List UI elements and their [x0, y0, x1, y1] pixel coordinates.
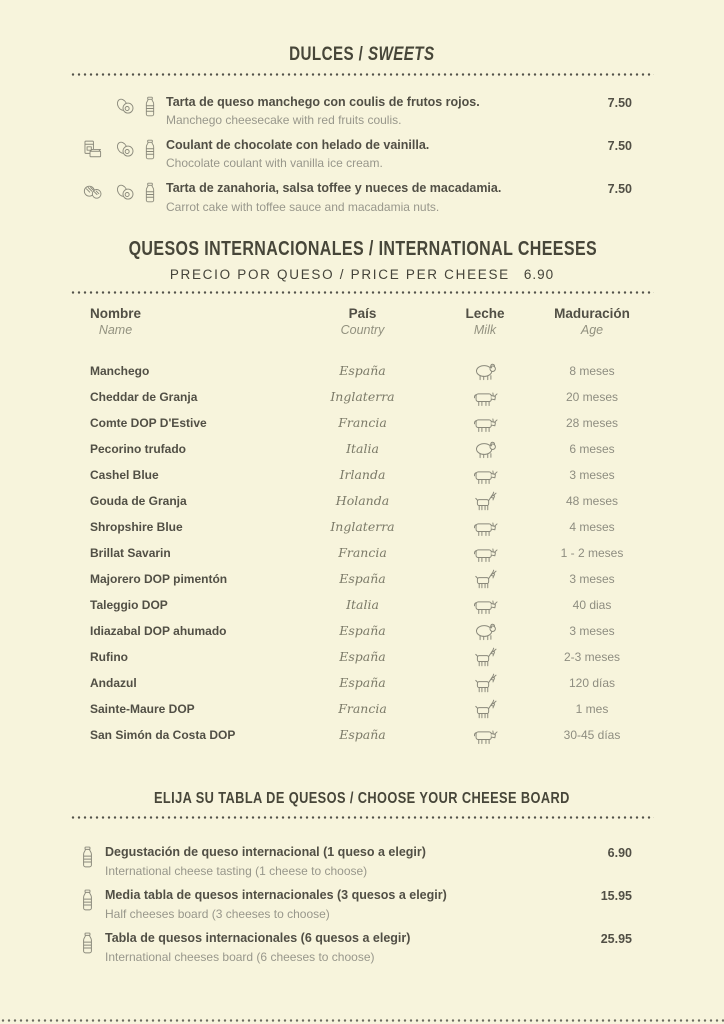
cheese-age: 2-3 meses — [563, 649, 621, 664]
cheese-milk — [440, 464, 530, 486]
cheese-name: San Simón da Costa DOP — [90, 727, 236, 742]
cheese-country: España — [339, 571, 386, 587]
header-leche: Leche Milk — [465, 305, 505, 337]
cheese-age: 3 meses — [569, 467, 615, 482]
egg-icon — [113, 96, 138, 116]
cheese-country: Irlanda — [339, 467, 386, 483]
cheese-age: 30-45 días — [563, 727, 621, 742]
cheese-name: Pecorino trufado — [90, 441, 187, 456]
section-board — [70, 790, 654, 964]
board-item-name-es: Degustación de queso internacional (1 queso a elegir) — [105, 845, 426, 860]
section-sweets — [70, 44, 654, 214]
cheese-country: España — [339, 623, 386, 639]
cheese-country: Inglaterra — [330, 389, 395, 405]
cheese-country: Italia — [346, 441, 379, 457]
goat-icon — [472, 672, 499, 694]
header-pais: País Country — [340, 305, 385, 337]
board-item — [70, 845, 654, 878]
cheese-age: 1 - 2 meses — [560, 545, 624, 560]
cow-icon — [472, 412, 499, 434]
cheeses-title: QUESOS INTERNACIONALES / INTERNATIONAL CHEESES — [128, 237, 598, 260]
cheese-age: 6 meses — [569, 441, 615, 456]
cheese-milk — [440, 438, 530, 460]
cheese-name: Cheddar de Granja — [90, 389, 198, 404]
cheese-name: Andazul — [90, 675, 137, 690]
bottom-dotted-divider — [0, 1019, 724, 1022]
cheese-milk — [440, 412, 530, 434]
item-name-en: Chocolate coulant with vanilla ice cream. — [166, 156, 383, 171]
cheese-age: 4 meses — [569, 519, 615, 534]
cheese-age: 48 meses — [565, 493, 619, 508]
nuts-icon — [81, 182, 106, 202]
board-item-icon — [70, 931, 105, 955]
milk-bottle-icon — [82, 846, 93, 869]
allergen-icons — [70, 95, 166, 118]
cheese-row — [70, 540, 654, 566]
cheese-name: Brillat Savarin — [90, 545, 171, 560]
board-item — [70, 888, 654, 921]
board-item-price: 6.90 — [607, 846, 632, 861]
cheese-row — [70, 670, 654, 696]
cheese-country: Francia — [338, 701, 387, 717]
cow-icon — [472, 386, 499, 408]
cheese-age: 20 meses — [565, 389, 619, 404]
cheese-name: Rufino — [90, 649, 128, 664]
cheese-row — [70, 436, 654, 462]
board-item-icon — [70, 888, 105, 912]
cheese-country: España — [339, 649, 386, 665]
board-item-price: 15.95 — [600, 889, 632, 904]
cheese-milk — [440, 516, 530, 538]
item-name-en: Manchego cheesecake with red fruits coulis. — [166, 113, 402, 128]
cheese-age: 8 meses — [569, 363, 615, 378]
cheese-country: España — [339, 727, 386, 743]
goat-icon — [472, 568, 499, 590]
sheep-icon — [472, 438, 499, 460]
sweets-items — [70, 95, 654, 214]
cheese-name: Cashel Blue — [90, 467, 159, 482]
cheese-table — [70, 358, 654, 748]
cheese-name: Taleggio DOP — [90, 597, 168, 612]
cheeses-subtitle — [70, 267, 654, 282]
egg-icon — [113, 139, 138, 159]
cheese-table-header — [70, 306, 654, 339]
cheese-milk — [440, 724, 530, 746]
cow-icon — [472, 542, 499, 564]
cheese-row — [70, 722, 654, 748]
board-item-icon — [70, 845, 105, 869]
cheese-milk — [440, 568, 530, 590]
cheese-row — [70, 358, 654, 384]
milk-bottle-icon — [145, 182, 155, 204]
board-item — [70, 931, 654, 964]
cheese-milk — [440, 672, 530, 694]
cheese-name: Sainte-Maure DOP — [90, 701, 195, 716]
item-price: 7.50 — [607, 95, 632, 110]
cheese-milk — [440, 490, 530, 512]
cheese-name: Gouda de Granja — [90, 493, 187, 508]
board-title: ELIJA SU TABLA DE QUESOS / CHOOSE YOUR CHEESE BOARD — [154, 789, 570, 807]
cow-icon — [472, 724, 499, 746]
sweets-title-en: SWEETS — [368, 44, 435, 65]
cheese-row — [70, 462, 654, 488]
price-per-cheese-value: 6.90 — [523, 266, 555, 282]
cheese-row — [70, 384, 654, 410]
board-item-name-es: Media tabla de quesos internacionales (3 quesos a elegir) — [105, 888, 447, 903]
board-item-name-en: International cheeses board (6 cheeses to choose) — [105, 949, 375, 964]
item-price: 7.50 — [607, 181, 632, 196]
allergen-icons — [70, 138, 166, 161]
dotted-divider — [70, 816, 654, 819]
cheese-milk — [440, 386, 530, 408]
cheese-age: 3 meses — [569, 623, 615, 638]
dotted-divider — [70, 291, 654, 294]
cheese-milk — [440, 594, 530, 616]
cheese-country: Italia — [346, 597, 379, 613]
allergen-icons — [70, 181, 166, 204]
cheese-country: España — [339, 675, 386, 691]
cheese-row — [70, 696, 654, 722]
cheese-row — [70, 514, 654, 540]
cow-icon — [472, 516, 499, 538]
cheese-age: 28 meses — [565, 415, 619, 430]
cheese-row — [70, 566, 654, 592]
goat-icon — [472, 646, 499, 668]
menu-item — [70, 138, 654, 171]
cheese-name: Shropshire Blue — [90, 519, 183, 534]
cheese-country: Holanda — [335, 493, 390, 509]
cheese-country: Francia — [338, 415, 387, 431]
cheese-row — [70, 618, 654, 644]
dotted-divider — [70, 73, 654, 76]
cheese-row — [70, 488, 654, 514]
cheese-name: Majorero DOP pimentón — [90, 571, 228, 586]
cheese-country: Francia — [338, 545, 387, 561]
header-nombre: Nombre Name — [90, 305, 142, 337]
goat-icon — [472, 490, 499, 512]
board-items — [70, 845, 654, 964]
cheese-age: 1 mes — [575, 701, 609, 716]
sheep-icon — [472, 620, 499, 642]
sweets-title-es: DULCES / — [289, 44, 364, 65]
cheese-age: 120 días — [568, 675, 616, 690]
section-cheeses — [70, 238, 654, 748]
cheese-milk — [440, 360, 530, 382]
cheese-milk — [440, 620, 530, 642]
cheese-country: Inglaterra — [330, 519, 395, 535]
milk-bottle-icon — [145, 139, 155, 161]
board-item-name-en: Half cheeses board (3 cheeses to choose) — [105, 906, 330, 921]
cheese-country: España — [339, 363, 386, 379]
cheese-name: Manchego — [90, 363, 150, 378]
cheese-row — [70, 592, 654, 618]
sheep-icon — [472, 360, 499, 382]
cow-icon — [472, 464, 499, 486]
cow-icon — [472, 594, 499, 616]
cheese-age: 40 dias — [572, 597, 612, 612]
board-item-price: 25.95 — [600, 932, 632, 947]
milk-bottle-icon — [145, 96, 155, 118]
sweets-title — [70, 44, 654, 66]
cheese-milk — [440, 542, 530, 564]
price-per-cheese-label: PRECIO POR QUESO / PRICE PER CHEESE — [169, 266, 510, 282]
menu-item — [70, 181, 654, 214]
cheese-age: 3 meses — [569, 571, 615, 586]
cheese-row — [70, 644, 654, 670]
milk-bottle-icon — [82, 889, 93, 912]
cheese-name: Comte DOP D'Estive — [90, 415, 207, 430]
menu-item — [70, 95, 654, 128]
cheese-row — [70, 410, 654, 436]
item-name-es: Tarta de queso manchego con coulis de frutos rojos. — [166, 94, 480, 109]
board-item-name-en: International cheese tasting (1 cheese to choose) — [105, 863, 368, 878]
cheese-name: Idiazabal DOP ahumado — [90, 623, 227, 638]
item-name-es: Tarta de zanahoria, salsa toffee y nueces de macadamia. — [166, 180, 502, 195]
butter-icon — [80, 139, 106, 161]
cheese-milk — [440, 698, 530, 720]
item-name-es: Coulant de chocolate con helado de vainilla. — [166, 137, 430, 152]
header-maduracion: Maduración Age — [554, 305, 630, 337]
egg-icon — [113, 182, 138, 202]
cheese-milk — [440, 646, 530, 668]
item-name-en: Carrot cake with toffee sauce and macadamia nuts. — [166, 199, 440, 214]
milk-bottle-icon — [82, 932, 93, 955]
board-item-name-es: Tabla de quesos internacionales (6 quesos a elegir) — [105, 931, 411, 946]
goat-icon — [472, 698, 499, 720]
item-price: 7.50 — [607, 138, 632, 153]
